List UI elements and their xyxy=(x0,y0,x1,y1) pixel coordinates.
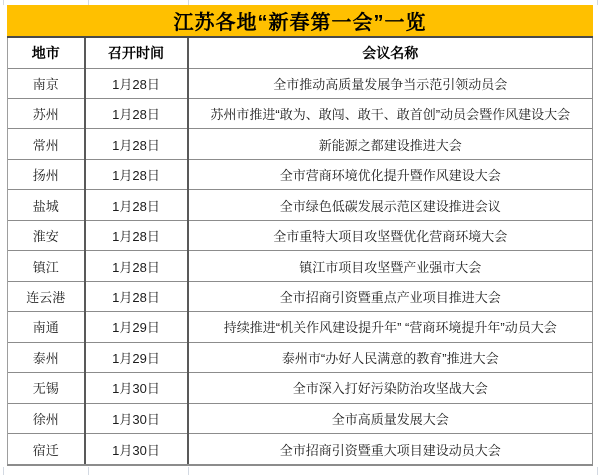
table-row xyxy=(8,129,593,159)
city-cell: 南京 xyxy=(8,68,85,98)
city-cell: 连云港 xyxy=(8,281,85,311)
date-cell: 1月30日 xyxy=(85,373,188,403)
date-cell: 1月28日 xyxy=(85,68,188,98)
date-cell: 1月28日 xyxy=(85,220,188,250)
table-body xyxy=(8,68,593,465)
column-header-meeting: 会议名称 xyxy=(188,38,593,68)
meeting-name-cell: 全市招商引资暨重大项目建设动员大会 xyxy=(188,434,593,465)
column-header-date: 召开时间 xyxy=(85,38,188,68)
gridline xyxy=(597,467,598,475)
city-cell: 徐州 xyxy=(8,403,85,433)
gridline xyxy=(597,0,598,5)
meeting-name-cell: 全市重特大项目攻坚暨优化营商环境大会 xyxy=(188,220,593,250)
gridline xyxy=(3,467,4,475)
table-row xyxy=(8,281,593,311)
table-row xyxy=(8,312,593,342)
table-row xyxy=(8,159,593,189)
table-row xyxy=(8,251,593,281)
meeting-name-cell: 全市深入打好污染防治攻坚战大会 xyxy=(188,373,593,403)
table-row xyxy=(8,220,593,250)
gridline xyxy=(3,0,4,5)
table-title: 江苏各地“新春第一会”一览 xyxy=(7,5,593,38)
meeting-name-cell: 镇江市项目攻坚暨产业强市大会 xyxy=(188,251,593,281)
date-cell: 1月29日 xyxy=(85,342,188,372)
date-cell: 1月30日 xyxy=(85,434,188,465)
city-cell: 无锡 xyxy=(8,373,85,403)
meetings-table xyxy=(7,5,593,466)
date-cell: 1月28日 xyxy=(85,190,188,220)
table-row xyxy=(8,68,593,98)
date-cell: 1月28日 xyxy=(85,281,188,311)
table-row xyxy=(8,190,593,220)
gridline xyxy=(188,467,189,475)
city-cell: 宿迁 xyxy=(8,434,85,465)
meeting-name-cell: 全市绿色低碳发展示范区建设推进会议 xyxy=(188,190,593,220)
city-cell: 泰州 xyxy=(8,342,85,372)
meeting-name-cell: 苏州市推进“敢为、敢闯、敢干、敢首创”动员会暨作风建设大会 xyxy=(188,98,593,128)
table-row xyxy=(8,98,593,128)
date-cell: 1月28日 xyxy=(85,98,188,128)
city-cell: 苏州 xyxy=(8,98,85,128)
meeting-name-cell: 全市营商环境优化提升暨作风建设大会 xyxy=(188,159,593,189)
city-cell: 镇江 xyxy=(8,251,85,281)
city-cell: 常州 xyxy=(8,129,85,159)
meeting-name-cell: 新能源之都建设推进大会 xyxy=(188,129,593,159)
column-header-city: 地市 xyxy=(8,38,85,68)
gridline xyxy=(88,467,89,475)
city-cell: 盐城 xyxy=(8,190,85,220)
city-cell: 南通 xyxy=(8,312,85,342)
header-row xyxy=(8,38,593,68)
data-table xyxy=(7,38,593,466)
table-row xyxy=(8,373,593,403)
date-cell: 1月30日 xyxy=(85,403,188,433)
date-cell: 1月28日 xyxy=(85,129,188,159)
meeting-name-cell: 全市招商引资暨重点产业项目推进大会 xyxy=(188,281,593,311)
table-row xyxy=(8,434,593,465)
date-cell: 1月29日 xyxy=(85,312,188,342)
meeting-name-cell: 持续推进“机关作风建设提升年” “营商环境提升年”动员大会 xyxy=(188,312,593,342)
city-cell: 扬州 xyxy=(8,159,85,189)
date-cell: 1月28日 xyxy=(85,159,188,189)
meeting-name-cell: 全市推动高质量发展争当示范引领动员会 xyxy=(188,68,593,98)
table-row xyxy=(8,403,593,433)
date-cell: 1月28日 xyxy=(85,251,188,281)
meeting-name-cell: 全市高质量发展大会 xyxy=(188,403,593,433)
meeting-name-cell: 泰州市“办好人民满意的教育”推进大会 xyxy=(188,342,593,372)
table-row xyxy=(8,342,593,372)
city-cell: 淮安 xyxy=(8,220,85,250)
